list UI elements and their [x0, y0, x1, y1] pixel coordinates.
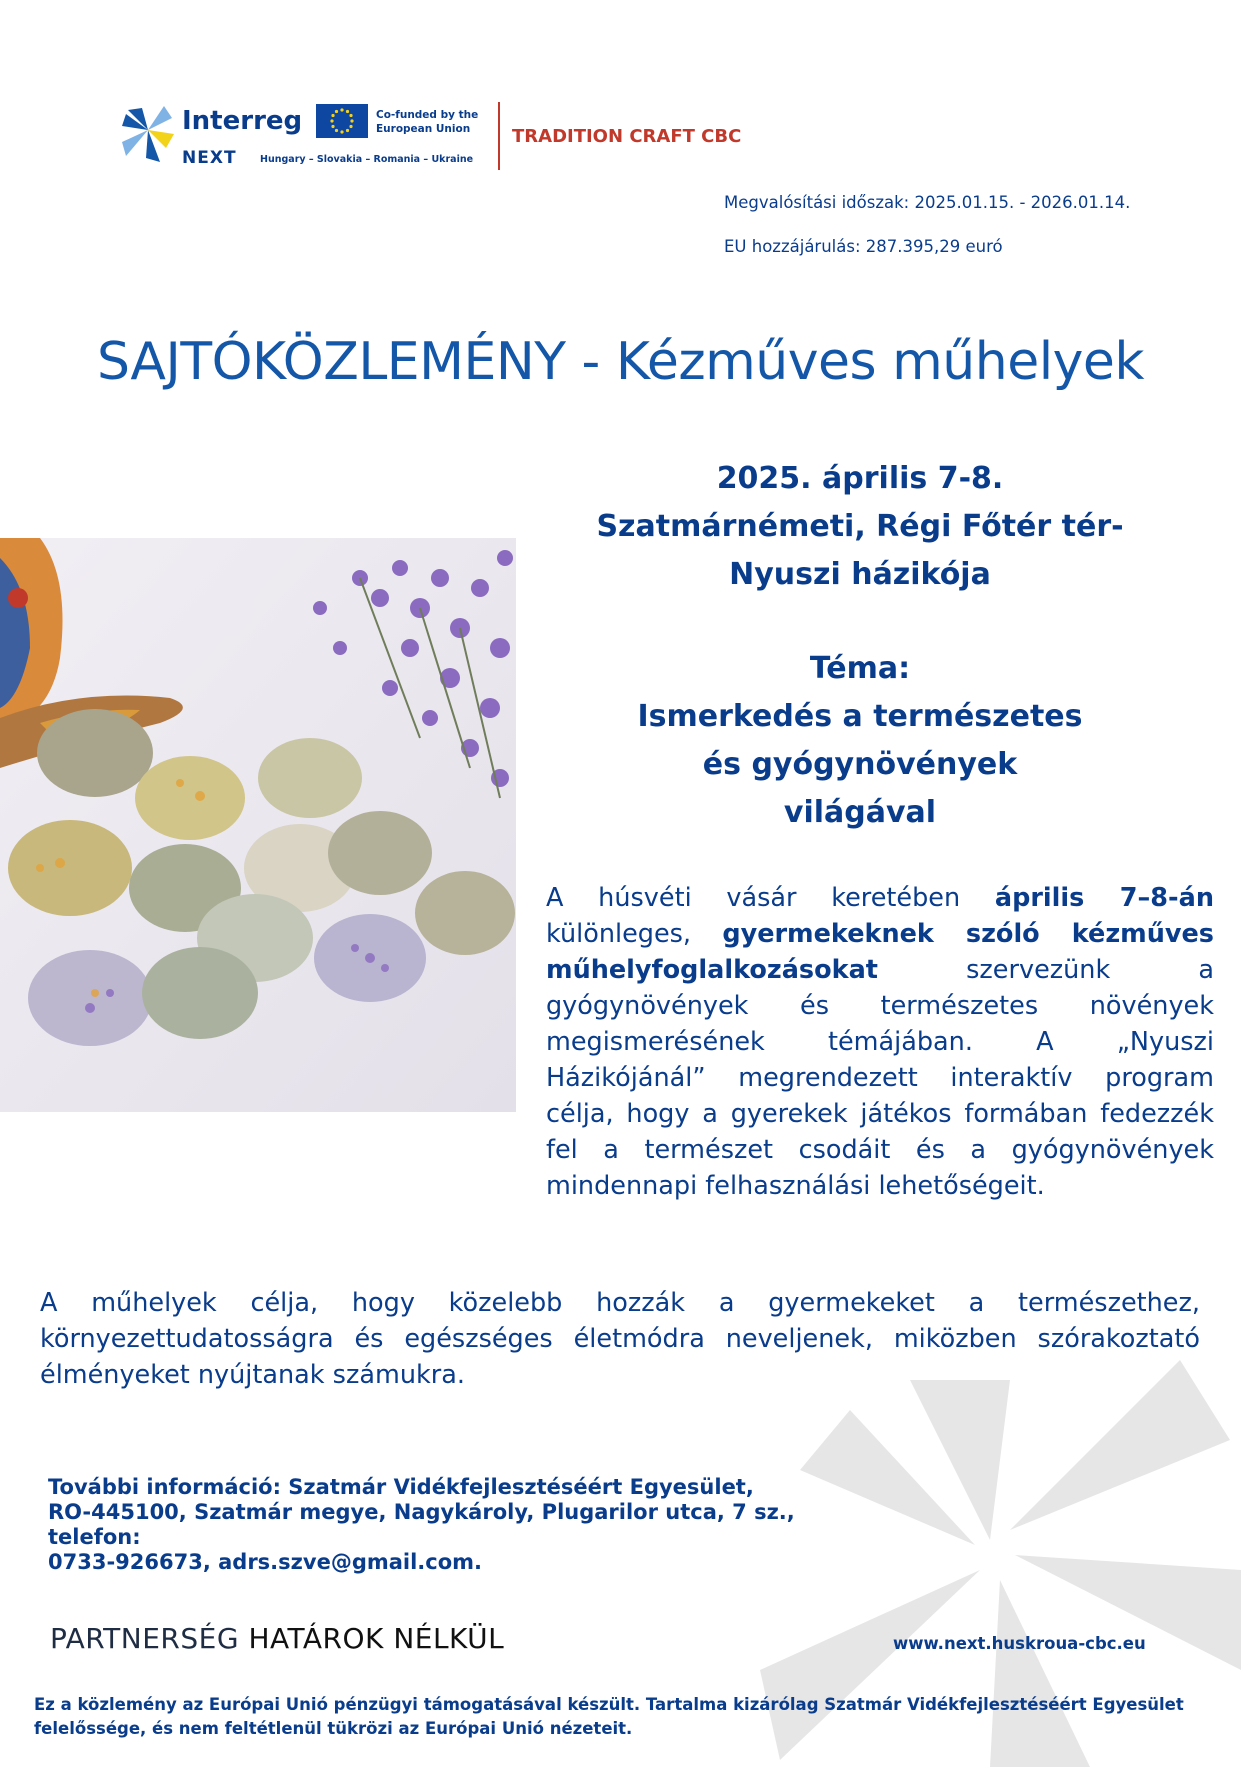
p1-end: szervezünk a gyógynövények és természetes növények megismerésének témájában. A „Nyuszi Házikójánál” megrendezett interaktív program célja, hogy a gyerekek játékos formában fedezzék fel a természet csodáit és a gyógynövények mindennapi felhasználási lehetőségeit. — [546, 955, 1214, 1201]
eu-flag-icon — [316, 104, 368, 138]
website-link[interactable]: www.next.huskroua-cbc.eu — [893, 1634, 1146, 1653]
theme-line-2: és gyógynövények — [702, 747, 1018, 782]
theme-line-1: Ismerkedés a természetes — [637, 699, 1083, 734]
header-divider — [498, 102, 500, 170]
eu-contribution: EU hozzájárulás: 287.395,29 euró — [724, 237, 1003, 256]
next-label: NEXT — [182, 148, 237, 168]
interreg-label: Interreg — [182, 106, 303, 136]
herbal-tablets-photo — [0, 538, 516, 1112]
event-venue: Nyuszi házikója — [729, 557, 991, 592]
implementation-period: Megvalósítási időszak: 2025.01.15. - 2026.01.14. — [724, 193, 1131, 212]
partnership-slogan — [50, 1622, 504, 1655]
slogan-part-b: HATÁROK NÉLKÜL — [248, 1622, 505, 1655]
disclaimer: Ez a közlemény az Európai Unió pénzügyi támogatásával készült. Tartalma kizárólag Szatmár Vidékfejlesztéséért Egyesület felelőssége, és nem feltétlenül tükrözi az Európai Unió nézeteit. — [34, 1695, 1184, 1738]
contact-block — [48, 1475, 795, 1575]
theme-line-3: világával — [783, 795, 937, 830]
p1-date-bold: április 7–8-án — [994, 883, 1214, 913]
page-title: SAJTÓKÖZLEMÉNY - Kézműves műhelyek — [96, 332, 1145, 392]
interreg-logo-icon — [120, 100, 176, 170]
event-place: Szatmárnémeti, Régi Főtér tér- — [596, 509, 1124, 544]
slogan-part-a: PARTNERSÉG — [50, 1622, 249, 1655]
cofunded-label: Co-funded by the European Union — [376, 109, 479, 135]
contact-line-2: RO-445100, Szatmár megye, Nagykároly, Plugarilor utca, 7 sz., — [48, 1500, 795, 1524]
theme-label: Téma: — [809, 651, 911, 686]
event-date: 2025. április 7-8. — [716, 461, 1004, 496]
project-name: TRADITION CRAFT CBC — [512, 126, 742, 147]
countries-label: Hungary – Slovakia – Romania – Ukraine — [260, 154, 474, 165]
contact-line-4: 0733-926673, adrs.szve@gmail.com. — [48, 1550, 483, 1574]
paragraph-1 — [546, 880, 1214, 1204]
contact-line-1: További információ: Szatmár Vidékfejlesztéséért Egyesület, — [48, 1475, 754, 1499]
header-logos — [120, 100, 760, 180]
p1-mid: különleges, — [546, 919, 723, 949]
p1-start: A húsvéti vásár keretében — [546, 883, 995, 913]
p1-workshops-bold: gyermekeknek szóló kézműves műhelyfoglalkozásokat — [546, 919, 1214, 985]
paragraph-2: A műhelyek célja, hogy közelebb hozzák a gyermekeket a természethez, környezettudatosságra és egészséges életmódra neveljenek, miközben szórakoztató élményeket nyújtanak számukra. — [40, 1288, 1200, 1390]
contact-line-3: telefon: — [48, 1525, 141, 1549]
